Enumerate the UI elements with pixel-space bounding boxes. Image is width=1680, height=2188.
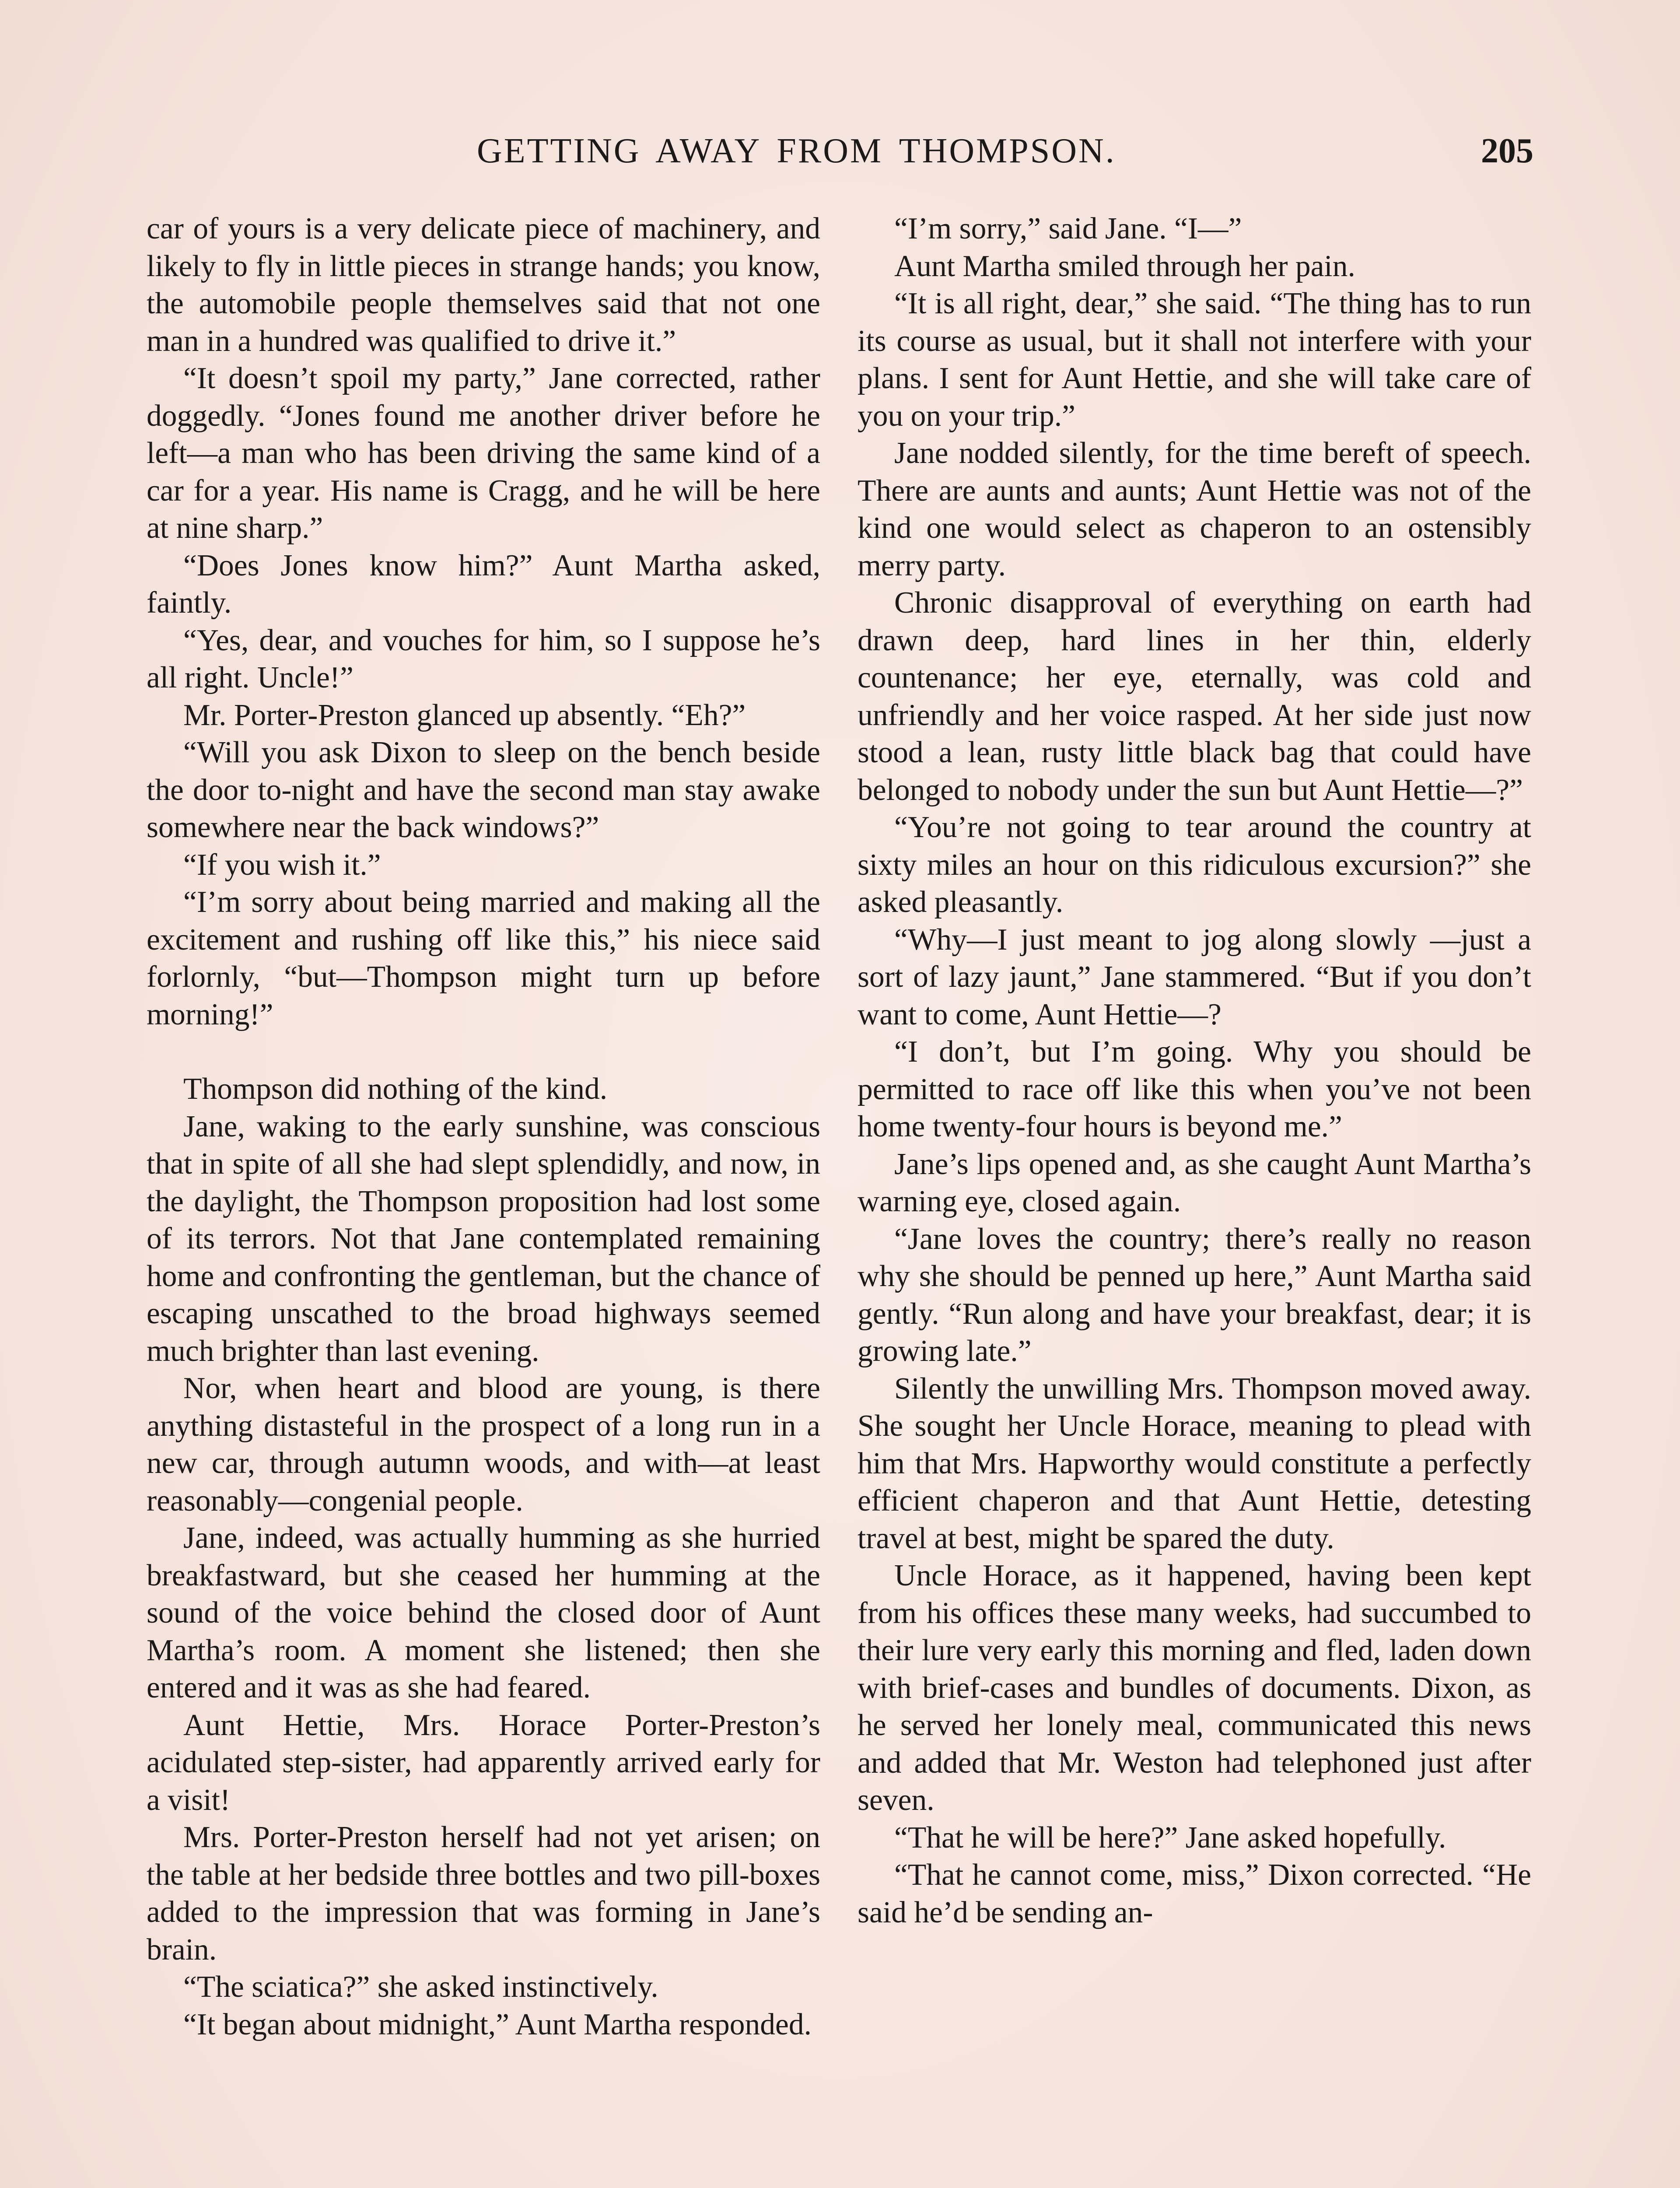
text-column-right	[858, 210, 1531, 1931]
paragraph: “That he cannot come, miss,” Dixon corrected. “He said he’d be sending an-	[858, 1858, 1531, 1929]
paragraph: Jane nodded silently, for the time bereft of speech. There are aunts and aunts; Aunt Hettie was not of the kind one would select as chaperon to an ostensibly merry party.	[858, 436, 1531, 582]
paragraph: “Will you ask Dixon to sleep on the bench beside the door to-night and have the second man stay awake somewhere near the back windows?”	[147, 736, 820, 844]
paragraph: Jane, waking to the early sunshine, was conscious that in spite of all she had slept splendidly, and now, in the daylight, the Thompson proposition had lost some of its terrors. Not that Jane contemplated remaining home and confronting the gentleman, but the chance of escaping unscathed to the broad highways seemed much brighter than last evening.	[147, 1109, 820, 1368]
paragraph: “It began about midnight,” Aunt Martha responded.	[183, 2007, 812, 2041]
running-head-title: GETTING AWAY FROM THOMPSON.	[477, 132, 1116, 170]
paragraph: Aunt Hettie, Mrs. Horace Porter-Preston’s acidulated step-sister, had apparently arrived early for a visit!	[147, 1708, 820, 1817]
paragraph: “It is all right, dear,” she said. “The thing has to run its course as usual, but it shall not interfere with your plans. I sent for Aunt Hettie, and she will take care of you on your trip.”	[858, 287, 1531, 433]
text-column-left	[147, 210, 820, 2043]
paragraph: “I’m sorry about being married and making all the excitement and rushing off like this,” his niece said forlornly, “but—Thompson might turn up before morning!”	[147, 885, 820, 1031]
paragraph: car of yours is a very delicate piece of machinery, and likely to fly in little pieces in strange hands; you know, the automobile people themselves said that not one man in a hundred was qualified to drive it.”	[147, 212, 820, 358]
paragraph: Aunt Martha smiled through her pain.	[894, 249, 1355, 283]
paragraph: “Does Jones know him?” Aunt Martha asked, faintly.	[147, 548, 820, 620]
paragraph: “That he will be here?” Jane asked hopefully.	[894, 1820, 1446, 1855]
paragraph: “I’m sorry,” said Jane. “I—”	[894, 212, 1242, 245]
paragraph: “Why—I just meant to jog along slowly —just a sort of lazy jaunt,” Jane stammered. “But if you don’t want to come, Aunt Hettie—?	[858, 922, 1531, 1031]
paragraph: Thompson did nothing of the kind.	[183, 1072, 608, 1106]
paragraph: “It doesn’t spoil my party,” Jane corrected, rather doggedly. “Jones found me another driver before he left—a man who has been driving the same kind of a car for a year. His name is Cragg, and he will be here at nine sharp.”	[147, 361, 820, 545]
paragraph: Chronic disapproval of everything on earth had drawn deep, hard lines in her thin, elderly countenance; her eye, eternally, was cold and unfriendly and her voice rasped. At her side just now stood a lean, rusty little black bag that could have belonged to nobody under the sun but Aunt Hettie—?”	[858, 586, 1531, 807]
paragraph: Nor, when heart and blood are young, is there anything distasteful in the prospect of a long run in a new car, through autumn woods, and with—at least reasonably—congenial people.	[147, 1371, 820, 1518]
paragraph: “Yes, dear, and vouches for him, so I suppose he’s all right. Uncle!”	[147, 623, 820, 694]
paragraph: Silently the unwilling Mrs. Thompson moved away. She sought her Uncle Horace, meaning to plead with him that Mrs. Hapworthy would constitute a perfectly efficient chaperon and that Aunt Hettie, detesting travel at best, might be spared the duty.	[858, 1371, 1531, 1555]
paragraph: “Jane loves the country; there’s really no reason why she should be penned up here,” Aunt Martha said gently. “Run along and have your breakfast, dear; it is growing late.”	[858, 1222, 1531, 1368]
paragraph: Mrs. Porter-Preston herself had not yet arisen; on the table at her bedside three bottles and two pill-boxes added to the impression that was forming in Jane’s brain.	[147, 1820, 820, 1967]
paragraph: “If you wish it.”	[183, 848, 381, 882]
page-number: 205	[1481, 132, 1533, 170]
paragraph: Mr. Porter-Preston glanced up absently. “Eh?”	[183, 698, 746, 732]
paragraph: Uncle Horace, as it happened, having been kept from his offices these many weeks, had succumbed to their lure very early this morning and fled, laden down with brief-cases and bundles of documents. Dixon, as he served her lonely meal, communicated this news and added that Mr. Weston had telephoned just after seven.	[858, 1559, 1531, 1817]
paragraph: “I don’t, but I’m going. Why you should be permitted to race off like this when you’ve not been home twenty-four hours is beyond me.”	[858, 1035, 1531, 1143]
paragraph: “The sciatica?” she asked instinctively.	[183, 1970, 658, 2004]
paragraph: Jane’s lips opened and, as she caught Aunt Martha’s warning eye, closed again.	[858, 1147, 1531, 1218]
paragraph: “You’re not going to tear around the country at sixty miles an hour on this ridiculous excursion?” she asked pleasantly.	[858, 810, 1531, 919]
paragraph: Jane, indeed, was actually humming as she hurried breakfastward, but she ceased her humming at the sound of the voice behind the closed door of Aunt Martha’s room. A moment she listened; then she entered and it was as she had feared.	[147, 1521, 820, 1704]
